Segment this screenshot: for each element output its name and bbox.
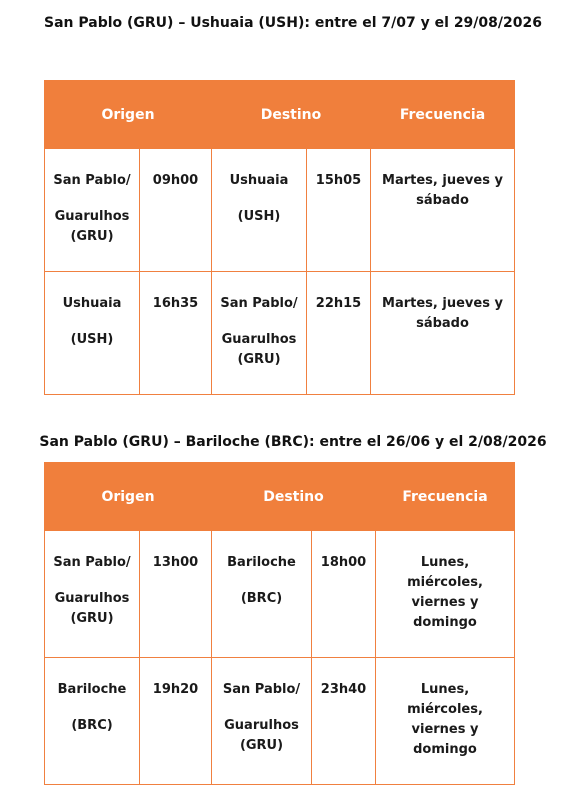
destination-line: San Pablo/ xyxy=(220,296,298,311)
destination-line: Guarulhos xyxy=(224,718,299,733)
origin-cell xyxy=(45,149,140,272)
table-header-row xyxy=(45,81,515,149)
frequency-line: domingo xyxy=(413,615,477,630)
origin-cell xyxy=(45,658,140,785)
schedule-table-ushuaia xyxy=(44,80,515,395)
origin-line: (BRC) xyxy=(71,718,113,733)
origin-line: (GRU) xyxy=(70,229,114,244)
destination-cell xyxy=(212,149,307,272)
table-row xyxy=(45,149,515,272)
header-origin: Origen xyxy=(45,463,212,531)
table-row xyxy=(45,272,515,395)
arrival-time: 15h05 xyxy=(307,149,371,272)
header-frequency: Frecuencia xyxy=(376,463,515,531)
frequency-line: viernes y xyxy=(411,722,479,737)
origin-line: Guarulhos xyxy=(54,209,130,224)
frequency-line: Martes, jueves y xyxy=(382,173,503,188)
section-title-ushuaia: San Pablo (GRU) – Ushuaia (USH): entre el 7/07 y el 29/08/2026 xyxy=(44,15,542,31)
arrival-time: 22h15 xyxy=(307,272,371,395)
origin-line: Ushuaia xyxy=(62,296,122,311)
origin-line: San Pablo/ xyxy=(53,555,131,570)
departure-time: 09h00 xyxy=(140,149,212,272)
frequency-line: sábado xyxy=(416,193,469,208)
departure-time: 16h35 xyxy=(140,272,212,395)
table-row xyxy=(45,531,515,658)
frequency-line: miércoles, xyxy=(407,575,483,590)
destination-cell xyxy=(212,658,312,785)
arrival-time: 23h40 xyxy=(312,658,376,785)
origin-line: (GRU) xyxy=(70,611,114,626)
schedule-table-bariloche xyxy=(44,462,515,785)
frequency-cell xyxy=(371,149,515,272)
frequency-line: Lunes, xyxy=(420,555,470,570)
origin-line: Guarulhos xyxy=(54,591,130,606)
table-row xyxy=(45,658,515,785)
header-origin: Origen xyxy=(45,81,212,149)
frequency-line: domingo xyxy=(413,742,477,757)
section-title-bariloche: San Pablo (GRU) – Bariloche (BRC): entre el 26/06 y el 2/08/2026 xyxy=(39,434,547,450)
header-destination: Destino xyxy=(212,463,376,531)
header-destination: Destino xyxy=(212,81,371,149)
frequency-cell xyxy=(376,658,515,785)
frequency-cell xyxy=(371,272,515,395)
destination-line: (GRU) xyxy=(237,352,281,367)
frequency-line: Lunes, xyxy=(420,682,470,697)
destination-line: (USH) xyxy=(237,209,281,224)
origin-line: (USH) xyxy=(70,332,114,347)
destination-line: (GRU) xyxy=(239,738,284,753)
destination-line: Ushuaia xyxy=(229,173,289,188)
frequency-cell xyxy=(376,531,515,658)
header-frequency: Frecuencia xyxy=(371,81,515,149)
origin-line: Bariloche xyxy=(57,682,127,697)
frequency-line: sábado xyxy=(416,316,469,331)
origin-line: San Pablo/ xyxy=(53,173,131,188)
frequency-line: miércoles, xyxy=(407,702,483,717)
origin-cell xyxy=(45,272,140,395)
destination-line: (BRC) xyxy=(240,591,283,606)
destination-line: Bariloche xyxy=(227,555,296,570)
departure-time: 19h20 xyxy=(140,658,212,785)
departure-time: 13h00 xyxy=(140,531,212,658)
destination-line: Guarulhos xyxy=(221,332,297,347)
arrival-time: 18h00 xyxy=(312,531,376,658)
frequency-line: viernes y xyxy=(411,595,479,610)
table-header-row xyxy=(45,463,515,531)
destination-cell xyxy=(212,272,307,395)
origin-cell xyxy=(45,531,140,658)
frequency-line: Martes, jueves y xyxy=(382,296,503,311)
destination-cell xyxy=(212,531,312,658)
destination-line: San Pablo/ xyxy=(222,682,301,697)
